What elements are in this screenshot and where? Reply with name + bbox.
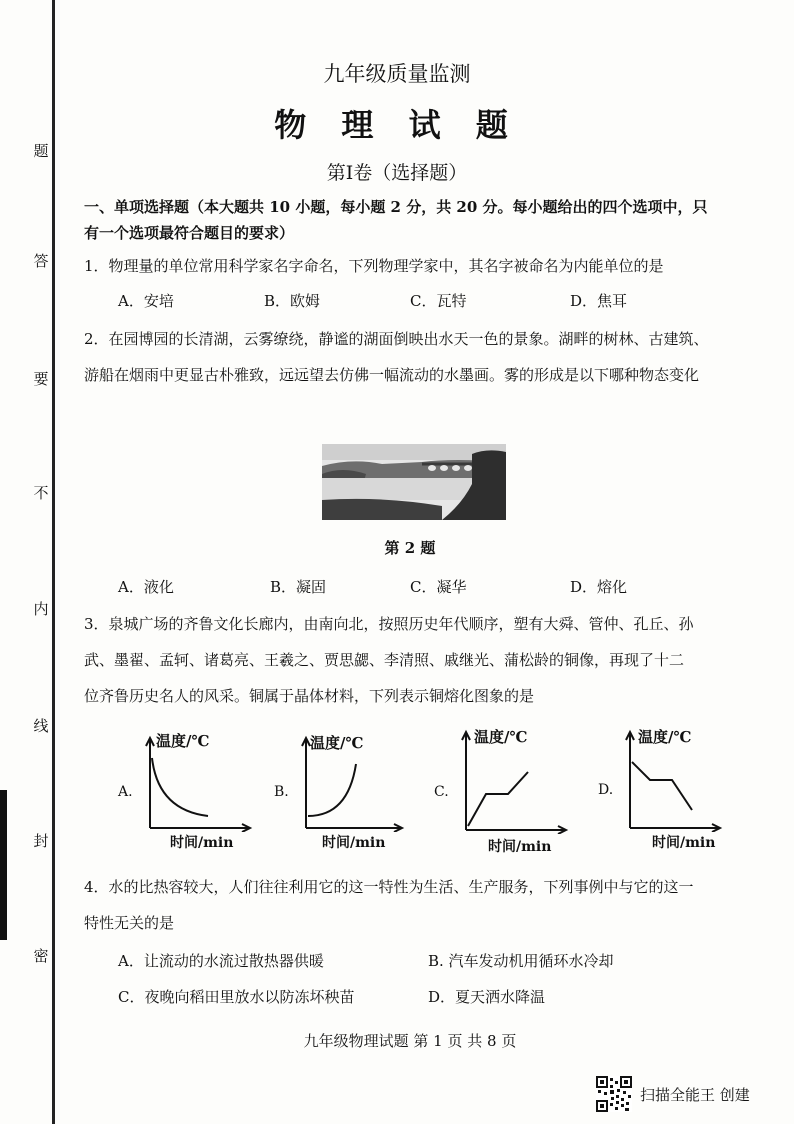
question-2-line1: 2．在园博园的长清湖，云雾缭绕，静谧的湖面倒映出水天一色的景象。湖畔的树林、古建筑、 [84, 330, 709, 348]
question-4-line1: 4．水的比热容较大，人们往往利用它的这一特性为生活、生产服务，下列事例中与它的这一 [84, 878, 694, 896]
qr-code-icon [596, 1076, 632, 1112]
graph-a [118, 728, 268, 858]
graph-d [598, 722, 748, 852]
graph-c-ylabel: 温度/℃ [474, 728, 528, 746]
margin-char: 线 [33, 717, 49, 735]
graph-a-curve [152, 758, 208, 816]
question-3-line1: 3．泉城广场的齐鲁文化长廊内，由南向北，按照历史年代顺序，塑有大舜、管仲、孔丘、孙 [84, 615, 694, 633]
graph-a-letter: A. [118, 784, 133, 800]
graph-a-xlabel: 时间/min [170, 835, 234, 851]
margin-char: 密 [33, 947, 49, 965]
margin-char: 不 [33, 484, 49, 502]
section-title: 第Ⅰ卷（选择题） [326, 162, 468, 184]
question-3-line3: 位齐鲁历史名人的风采。铜属于晶体材料，下列表示铜熔化图象的是 [84, 687, 535, 705]
margin-char: 封 [33, 832, 49, 850]
margin-char: 要 [33, 370, 49, 388]
part-heading-line1: 一、单项选择题（本大题共 10 小题，每小题 2 分，共 20 分。每小题给出的四个选项中，只 [84, 198, 708, 216]
part-heading-line2: 有一个选项最符合题目的要求） [84, 224, 295, 242]
q2-option-a: A．液化 [118, 578, 174, 596]
scanner-watermark: 扫描全能王 创建 [640, 1086, 750, 1104]
graph-b-xlabel: 时间/min [322, 835, 386, 851]
graph-b-curve [308, 764, 356, 816]
graph-d-xlabel: 时间/min [652, 835, 716, 851]
graph-c-line [468, 772, 528, 826]
question-3-line2: 武、墨翟、孟轲、诸葛亮、王羲之、贾思勰、李清照、戚继光、蒲松龄的铜像，再现了十二 [84, 651, 685, 669]
question-4-line2: 特性无关的是 [84, 914, 175, 932]
q1-option-d: D．焦耳 [570, 292, 628, 310]
binding-bar [0, 790, 7, 940]
q2-option-b: B．凝固 [270, 578, 327, 596]
graph-a-ylabel: 温度/℃ [156, 732, 210, 750]
lake-photo [322, 444, 506, 520]
graph-c-letter: C. [434, 784, 449, 800]
page-footer: 九年级物理试题 第 1 页 共 8 页 [303, 1032, 517, 1050]
graph-b-ylabel: 温度/℃ [310, 734, 364, 752]
q2-option-d: D．熔化 [570, 578, 628, 596]
q1-option-b: B．欧姆 [264, 292, 321, 310]
graph-d-ylabel: 温度/℃ [638, 728, 692, 746]
q1-option-a: A．安培 [118, 292, 174, 310]
question-2-line2: 游船在烟雨中更显古朴雅致，远远望去仿佛一幅流动的水墨画。雾的形成是以下哪种物态变化 [84, 366, 700, 384]
graph-d-line [632, 762, 692, 810]
q4-option-a: A．让流动的水流过散热器供暖 [118, 952, 324, 970]
q4-option-c: C．夜晚向稻田里放水以防冻坏秧苗 [118, 988, 355, 1006]
subject-title: 物 理 试 题 [274, 106, 520, 144]
q4-option-d: D．夏天洒水降温 [428, 988, 546, 1006]
q1-option-c: C．瓦特 [410, 292, 467, 310]
margin-char: 题 [33, 142, 49, 160]
graph-b-letter: B. [274, 784, 289, 800]
margin-char: 答 [33, 252, 49, 270]
graph-d-letter: D. [598, 782, 614, 798]
graph-b [274, 728, 424, 858]
figure-caption: 第 2 题 [384, 539, 436, 557]
question-1-stem: 1．物理量的单位常用科学家名字命名，下列物理学家中，其名字被命名为内能单位的是 [84, 257, 664, 275]
q4-option-b: B. 汽车发动机用循环水冷却 [428, 952, 614, 970]
q2-option-c: C．凝华 [410, 578, 467, 596]
graph-c-xlabel: 时间/min [488, 839, 552, 855]
margin-char: 内 [33, 600, 49, 618]
graph-c [434, 722, 584, 855]
exam-title: 九年级质量监测 [323, 62, 471, 86]
